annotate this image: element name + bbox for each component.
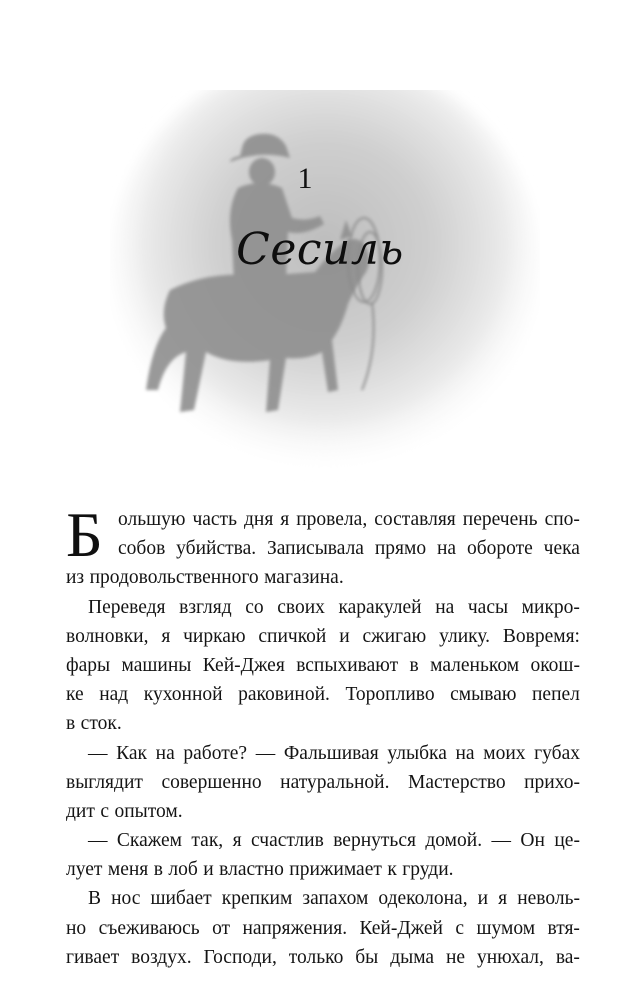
text-line: [66, 739, 580, 768]
word: властно: [219, 859, 284, 881]
word: крепким: [221, 888, 293, 910]
word: лует: [66, 859, 103, 881]
word: магазина.: [264, 567, 344, 589]
word: совершенно: [161, 771, 262, 793]
word: собов: [118, 538, 166, 560]
word: своих: [277, 596, 325, 618]
word: запахом: [302, 888, 369, 910]
word: втя-: [547, 917, 580, 939]
word: фары: [66, 654, 111, 676]
word: составляя: [374, 509, 456, 530]
word: натуральной.: [280, 771, 390, 793]
word: кухонной: [143, 684, 223, 706]
word: микро-: [521, 596, 580, 618]
chapter-title: Сесиль: [236, 224, 404, 275]
word: Переведя: [88, 596, 166, 618]
word: смываю: [450, 684, 517, 706]
word: пепел: [532, 684, 580, 706]
word: взгляд: [179, 596, 232, 618]
word: неволь-: [517, 888, 580, 910]
word: Скажем: [116, 830, 182, 852]
word: на: [436, 538, 457, 560]
word: Торопливо: [345, 684, 435, 706]
word: так,: [191, 830, 224, 852]
word: Он: [520, 830, 545, 852]
text-line: [66, 914, 580, 943]
word: моих: [483, 742, 526, 764]
text-line: [66, 855, 580, 884]
word: на: [435, 596, 455, 618]
text-line: [66, 563, 580, 592]
word: дыма: [390, 946, 435, 968]
word: в: [409, 654, 419, 676]
word: чиркаю: [183, 625, 246, 647]
word: я: [280, 509, 290, 530]
word: в: [66, 713, 76, 735]
body-text: [66, 499, 580, 972]
word: гивает: [66, 946, 120, 968]
text-line: [66, 768, 580, 797]
word: Мастерство: [408, 771, 506, 793]
word: с: [100, 800, 109, 822]
text-line: [66, 593, 580, 622]
word: над: [99, 684, 129, 706]
word: машины: [121, 654, 192, 676]
word: улику.: [439, 625, 491, 647]
word: Кей-Джея: [202, 654, 285, 676]
word: В: [88, 888, 102, 910]
word: и: [203, 859, 214, 881]
word: ольшую: [118, 509, 186, 530]
word: обороте: [466, 538, 533, 560]
text-line: [66, 797, 580, 826]
word: на: [455, 742, 475, 764]
text-line: [66, 622, 580, 651]
text-line: [66, 884, 580, 913]
word: выглядит: [66, 771, 143, 793]
word: убийства.: [176, 538, 257, 560]
chapter-illustration: [110, 90, 540, 490]
word: каракулей: [338, 596, 422, 618]
word: груди.: [402, 859, 454, 881]
word: Кей-Джей: [359, 917, 443, 939]
word: —: [491, 830, 511, 852]
word: работе?: [183, 742, 248, 764]
word: из: [66, 567, 85, 589]
word: в: [153, 859, 163, 881]
word: и: [477, 888, 489, 910]
word: воздух.: [131, 946, 192, 968]
word: сток.: [80, 713, 122, 735]
word: не: [446, 946, 466, 968]
word: —: [88, 742, 108, 764]
text-line: [66, 505, 580, 534]
word: сжигаю: [362, 625, 427, 647]
cowboy-on-horse-silhouette-icon: [110, 90, 540, 490]
word: от: [212, 917, 231, 939]
word: улыбка: [387, 742, 447, 764]
word: съеживаюсь: [98, 917, 200, 939]
word: чека: [543, 538, 580, 560]
word: раковиной.: [238, 684, 330, 706]
word: ке: [66, 684, 84, 706]
word: но: [66, 917, 87, 939]
word: дит: [66, 800, 95, 822]
word: прихо-: [524, 771, 580, 793]
word: Записывала: [267, 538, 364, 560]
word: опытом.: [114, 800, 183, 822]
word: со: [245, 596, 264, 618]
chapter-number: 1: [297, 162, 313, 195]
word: маленьком: [430, 654, 520, 676]
word: це-: [554, 830, 580, 852]
word: дня: [243, 509, 274, 530]
word: я: [232, 830, 242, 852]
word: Вовремя:: [502, 625, 580, 647]
word: шибает: [150, 888, 212, 910]
word: окош-: [530, 654, 580, 676]
word: прямо: [374, 538, 427, 560]
word: спо-: [544, 509, 580, 530]
word: губах: [534, 742, 580, 764]
word: домой.: [425, 830, 483, 852]
word: часть: [192, 509, 237, 530]
word: волновки,: [66, 625, 149, 647]
text-line: [66, 943, 580, 972]
word: вернуться: [333, 830, 416, 852]
word: счастлив: [251, 830, 324, 852]
text-line: [66, 709, 580, 738]
word: я: [161, 625, 171, 647]
word: —: [88, 830, 108, 852]
word: ва-: [555, 946, 580, 968]
word: шумом: [476, 917, 536, 939]
word: Фальшивая: [283, 742, 379, 764]
word: только: [288, 946, 344, 968]
word: на: [155, 742, 175, 764]
word: нос: [111, 888, 141, 910]
word: унюхал,: [477, 946, 544, 968]
text-line: [66, 534, 580, 563]
word: —: [255, 742, 276, 764]
word: бы: [355, 946, 379, 968]
text-line: [66, 680, 580, 709]
word: к: [387, 859, 397, 881]
word: провела,: [296, 509, 368, 530]
text-line: [66, 826, 580, 855]
word: вспыхивают: [296, 654, 399, 676]
word: лоб: [168, 859, 198, 881]
word: продовольственного: [89, 567, 259, 589]
word: я: [498, 888, 508, 910]
word: прижимает: [289, 859, 382, 881]
word: Господи,: [203, 946, 277, 968]
word: Как: [116, 742, 148, 764]
word: напряжения.: [242, 917, 348, 939]
word: меня: [107, 859, 149, 881]
word: часы: [467, 596, 509, 618]
drop-cap: Б: [66, 499, 103, 570]
word: с: [455, 917, 465, 939]
word: перечень: [462, 509, 538, 530]
word: одеколона,: [378, 888, 468, 910]
word: и: [339, 625, 350, 647]
text-line: [66, 651, 580, 680]
word: спичкой: [258, 625, 327, 647]
